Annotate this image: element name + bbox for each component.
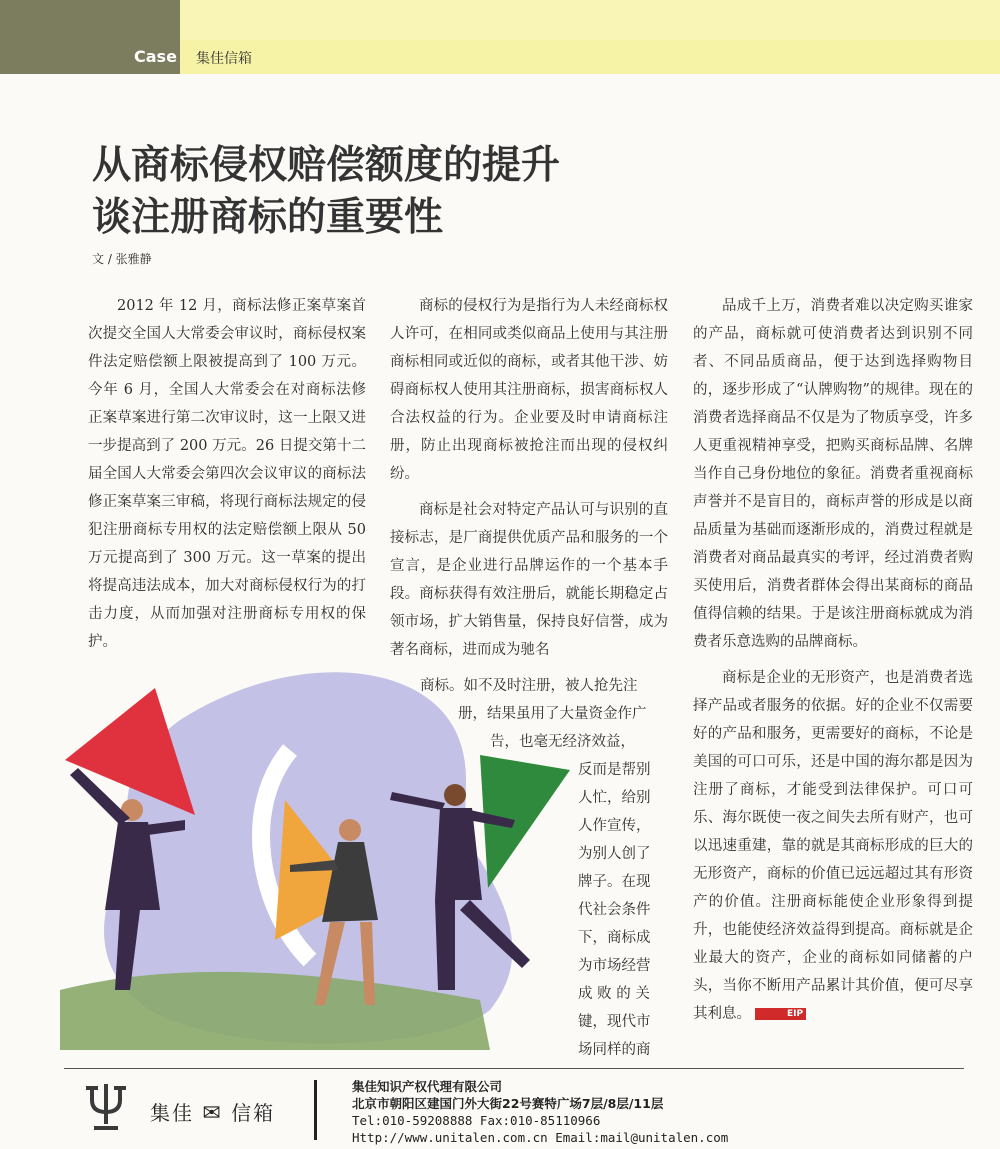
title-line-2: 谈注册商标的重要性: [92, 195, 444, 240]
company-address: 北京市朝阳区建国门外大街22号赛特广场7层/8层/11层: [352, 1096, 664, 1111]
header-band-light: [180, 0, 1000, 40]
paragraph-text: 商标是企业的无形资产，也是消费者选择产品或者服务的依据。好的企业不仅需要好的产品和服务，更需要好的商标，不论是美国的可口可乐，还是中国的海尔都是因为注册了商标，才能受到法律保护。可口可乐、海尔既使一夜之间失去所有财产，也可以迅速重建，靠的就是其商标形成的巨大的无形资产，商标的价值已远远超过其有形资产的价值。注册商标能使企业形象得到提升，也能使经济效益得到提高。商标就是企业最大的资产，企业的商标如同储蓄的户头，当你不断用产品累计其价值，便可尽享其利息。: [693, 670, 973, 1022]
brand-text-a: 集佳: [150, 1101, 194, 1125]
column-1: [88, 292, 366, 664]
paragraph: 2012 年 12 月，商标法修正案草案首次提交全国人大常委会审议时，商标侵权案件法定赔偿额上限被提高到了 100 万元。今年 6 月，全国人大常委会在对商标法修正案草案进行第二次审议时，这一上限又进一步提高到了 200 万元。26 日提交第十二届全国人大常委会第四次会议审议的商标法修正案草案三审稿，将现行商标法规定的侵犯注册商标专用权的法定赔偿额上限从 50 万元提高到了 300 万元。这一草案的提出将提高违法成本，加大对商标侵权行为的打击力度，从而加强对注册商标专用权的保护。: [88, 298, 366, 650]
unitalen-logo-icon: [84, 1082, 128, 1134]
wrapped-line: 商标。如不及时注册，被人抢先注: [420, 678, 638, 694]
paragraph: 商标是社会对特定产品认可与识别的直接标志，是厂商提供优质产品和服务的一个宣言，是企业进行品牌运作的一个基本手段。商标获得有效注册后，就能长期稳定占领市场，扩大销售量，保持良好信誉，成为著名商标，进而成为驰名: [390, 502, 668, 658]
section-label: Case: [134, 47, 177, 66]
wrapped-line: 键，现代市: [578, 1014, 651, 1030]
wrapped-line: 牌子。在现: [578, 874, 651, 890]
company-name: 集佳知识产权代理有限公司: [352, 1079, 503, 1094]
paragraph: [693, 664, 973, 1028]
wrapped-line: 人忙，给别: [578, 790, 651, 806]
wrapped-line: 成 败 的 关: [578, 986, 650, 1002]
envelope-icon: ✉: [202, 1101, 223, 1126]
paragraph: 品成千上万，消费者难以决定购买谁家的产品，商标就可使消费者达到识别不同者、不同品质商品，便于达到选择购物目的，逐步形成了“认牌购物”的规律。现在的消费者选择商品不仅是为了物质享受，许多人更重视精神享受，把购买商标品牌、名牌当作自己身份地位的象征。消费者重视商标声誉并不是盲目的，商标声誉的形成是以商品质量为基础而逐渐形成的，消费过程就是消费者对商品最真实的考评，经过消费者购买使用后，消费者群体会得出某商标的商品值得信赖的结果。于是该注册商标就成为消费者乐意选购的品牌商标。: [693, 298, 973, 650]
footer-brand: [150, 1097, 275, 1126]
wrapped-line: 下，商标成: [578, 930, 651, 946]
wrapped-line: 反而是帮别: [578, 762, 651, 778]
footer-contact-info: [352, 1078, 728, 1146]
wrapped-line: 场同样的商: [578, 1042, 651, 1058]
paragraph: 商标的侵权行为是指行为人未经商标权人许可，在相同或类似商品上使用与其注册商标相同或近似的商标，或者其他干涉、妨碍商标权人使用其注册商标，损害商标权人合法权益的行为。企业要及时申请商标注册，防止出现商标被抢注而出现的侵权纠纷。: [390, 298, 668, 482]
wrapped-line: 告，也毫无经济效益，: [490, 734, 635, 750]
wrapped-line: 人作宣传，: [578, 818, 651, 834]
brand-text-b: 信箱: [231, 1101, 276, 1125]
byline: 文 / 张雅静: [92, 252, 152, 266]
footer-divider-line: [64, 1068, 964, 1069]
eip-mark: EIP: [755, 1008, 806, 1020]
wrapped-line: 为市场经营: [578, 958, 651, 974]
business-people-illustration: [60, 660, 620, 1050]
section-name: 集佳信箱: [196, 51, 252, 67]
wrapped-line: 册，结果虽用了大量资金作广: [458, 706, 647, 722]
footer-vertical-divider: [314, 1080, 317, 1140]
column-3: [693, 292, 973, 1036]
phone-fax: Tel:010-59208888 Fax:010-85110966: [352, 1113, 601, 1128]
article-title: [92, 140, 560, 244]
title-line-1: 从商标侵权赔偿额度的提升: [92, 143, 561, 188]
web-email: Http://www.unitalen.com.cn Email:mail@unitalen.com: [352, 1130, 729, 1145]
wrapped-line: 代社会条件: [578, 902, 651, 918]
wrapped-line: 为别人创了: [578, 846, 651, 862]
